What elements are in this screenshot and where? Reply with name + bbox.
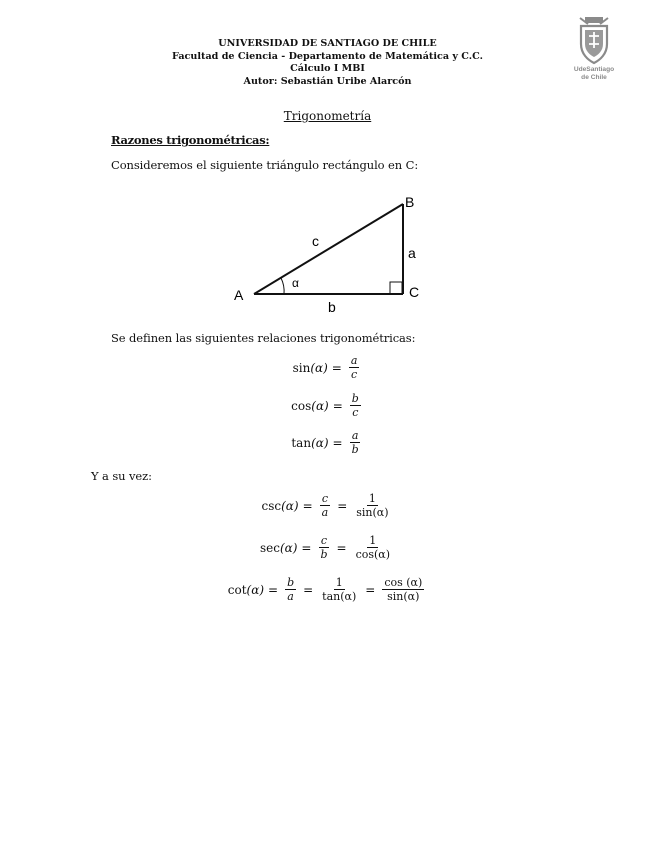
equation-sin: sin (α) = $\frac{a}{c}$ — [292, 354, 358, 381]
section-title: Razones trigonométricas: — [111, 133, 270, 147]
definitions-intro: Se definen las siguientes relaciones trigonométricas: — [111, 331, 416, 345]
vertex-a-label: A — [234, 287, 244, 303]
faculty-name: Facultad de Ciencia - Departamento de Matemática y C.C. — [172, 50, 483, 62]
page-title: Trigonometría — [283, 109, 372, 123]
equation-tan: tan (α) = $\frac{a}{b}$ — [291, 429, 359, 456]
angle-label: α — [292, 276, 299, 290]
course-name: Cálculo I MBI — [290, 63, 365, 75]
right-triangle-figure — [228, 190, 428, 315]
document-header — [0, 38, 655, 88]
side-b-label: b — [328, 299, 336, 315]
side-a-label: a — [408, 245, 416, 261]
vertex-b-label: B — [405, 194, 415, 210]
intro-text: Consideremos el siguiente triángulo rectángulo en C: — [111, 158, 419, 172]
university-logo — [566, 14, 622, 81]
reciprocal-intro: Y a su vez: — [91, 469, 152, 483]
equation-cot: cot (α) = $\frac{b}{a}$ = $\frac{1}{\tan(\alpha)}$ = $\frac{\cos (\alpha)}{\sin(\alpha)}$ — [227, 576, 423, 603]
equation-cos: cos (α) = $\frac{b}{c}$ — [291, 392, 359, 419]
author-name: Autor: Sebastián Uribe Alarcón — [243, 75, 412, 87]
university-crest-icon — [574, 14, 614, 66]
side-c-label: c — [312, 233, 319, 249]
equation-csc: csc (α) = $\frac{c}{a}$ = $\frac{1}{\sin(\alpha)}$ — [261, 492, 389, 519]
logo-text: UdeSantiago de Chile — [573, 66, 615, 81]
equation-sec: sec (α) = $\frac{c}{b}$ = $\frac{1}{\cos(\alpha)}$ — [259, 534, 391, 561]
hypotenuse-c — [254, 204, 403, 294]
vertex-c-label: C — [409, 284, 420, 300]
university-name: UNIVERSIDAD DE SANTIAGO DE CHILE — [218, 38, 437, 49]
right-angle-marker — [390, 282, 402, 294]
angle-arc — [281, 278, 284, 294]
